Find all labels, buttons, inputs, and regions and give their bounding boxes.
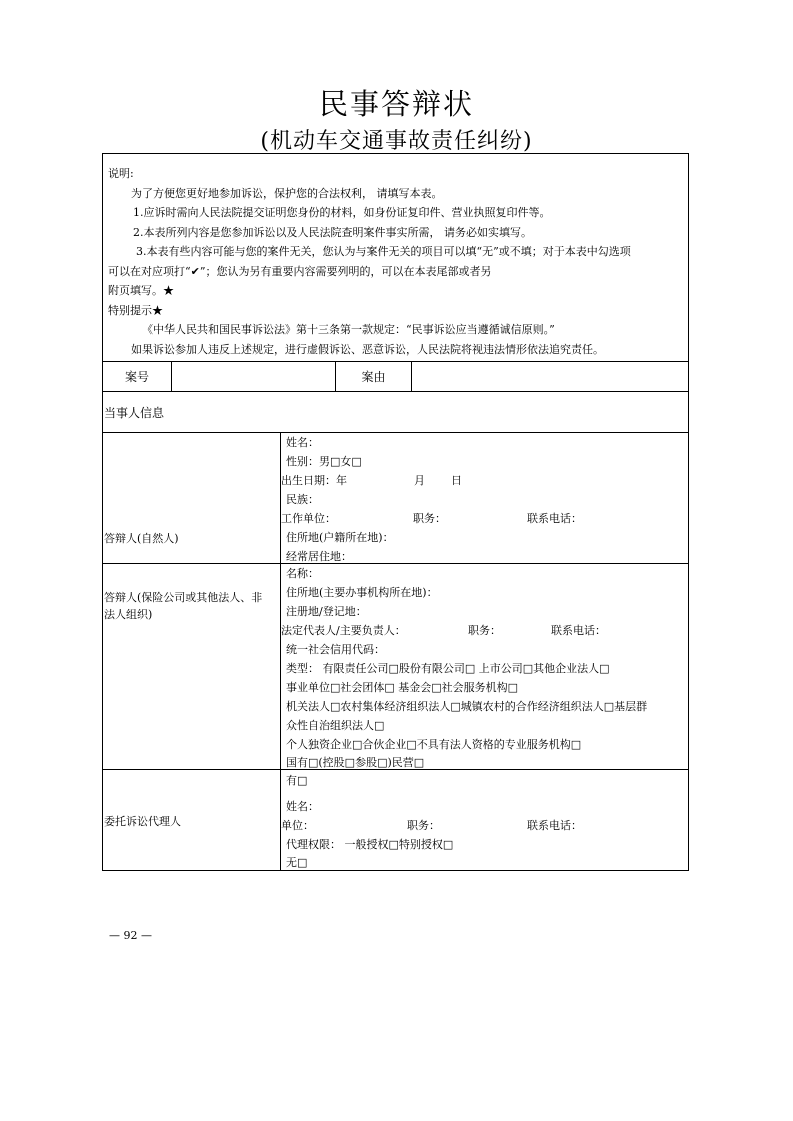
agent-name-field[interactable]: 姓名： — [286, 800, 319, 813]
domicile-field[interactable]: 住所地(户籍所在地)： — [286, 531, 394, 544]
org-phone-field[interactable]: 联系电话： — [551, 624, 606, 637]
natural-person-fields — [281, 433, 688, 563]
notes-line: 可以在对应项打“✔”；您认为另有重要内容需要列明的，可以在本表尾部或者另 — [108, 264, 492, 278]
case-cause-field[interactable] — [412, 362, 688, 391]
document-title: 民事答辩状 — [318, 87, 474, 121]
notes-line: 附页填写。★ — [108, 284, 174, 297]
case-row — [102, 361, 689, 392]
org-type-options[interactable]: 国有□(控股□参股□)民营□ — [286, 756, 425, 769]
position-field[interactable]: 职务： — [413, 512, 446, 525]
org-name-field[interactable]: 名称： — [286, 567, 319, 580]
org-type-options[interactable]: 类型： 有限责任公司□股份有限公司□ 上市公司□其他企业法人□ — [286, 662, 610, 675]
agent-phone-field[interactable]: 联系电话： — [527, 819, 582, 832]
organization-label-cont: 法人组织) — [104, 608, 153, 621]
birth-day-label: 日 — [451, 474, 462, 487]
case-number-label: 案号 — [124, 370, 149, 384]
birth-date-field[interactable]: 出生日期：年 — [281, 474, 347, 487]
org-address-field[interactable]: 住所地(主要办事机构所在地)： — [286, 586, 438, 599]
agent-has-checkbox[interactable]: 有□ — [286, 774, 308, 787]
birth-month-label: 月 — [414, 474, 425, 487]
notes-line: 如果诉讼参加人违反上述规定，进行虚假诉讼、恶意诉讼，人民法院将视违法情形依法追究责任。 — [131, 342, 604, 356]
notes-line: 《中华人民共和国民事诉讼法》第十三条第一款规定：“民事诉讼应当遵循诚信原则。” — [142, 323, 555, 336]
agent-unit-field[interactable]: 单位： — [281, 819, 314, 832]
notes-heading: 说明: — [108, 167, 134, 180]
page-number: — 92 — — [109, 929, 152, 942]
organization-label-cell — [103, 564, 281, 769]
natural-person-section — [102, 432, 689, 564]
natural-person-label-cell — [103, 433, 281, 563]
gender-field[interactable]: 性别：男□女□ — [286, 455, 362, 468]
agent-section — [102, 769, 689, 871]
residence-field[interactable]: 经常居住地： — [286, 550, 352, 563]
organization-label: 答辩人(保险公司或其他法人、非 — [104, 591, 263, 604]
org-type-options[interactable]: 众性自治组织法人□ — [286, 719, 385, 732]
agent-authority-options[interactable]: 代理权限： 一般授权□特别授权□ — [286, 838, 454, 851]
notes-line: 为了方便您更好地参加诉讼，保护您的合法权利， 请填写本表。 — [131, 186, 443, 200]
org-type-options[interactable]: 事业单位□社会团体□ 基金会□社会服务机构□ — [286, 681, 519, 694]
notes-line: 2.本表所列内容是您参加诉讼以及人民法院查明案件事实所需， 请务必如实填写。 — [133, 225, 532, 239]
document-subtitle: (机动车交通事故责任纠纷) — [260, 129, 533, 154]
organization-fields — [281, 564, 688, 769]
agent-label-cell — [103, 770, 281, 870]
legal-rep-field[interactable]: 法定代表人/主要负责人： — [281, 624, 406, 637]
agent-label: 委托诉讼代理人 — [104, 815, 181, 828]
credit-code-field[interactable]: 统一社会信用代码： — [286, 643, 385, 656]
case-number-field[interactable] — [172, 362, 335, 391]
org-position-field[interactable]: 职务： — [468, 624, 501, 637]
agent-fields — [281, 770, 688, 870]
party-info-heading: 当事人信息 — [102, 391, 689, 433]
name-field[interactable]: 姓名： — [286, 436, 319, 449]
natural-person-label: 答辩人(自然人) — [104, 532, 179, 545]
ethnicity-field[interactable]: 民族： — [286, 493, 319, 506]
work-unit-field[interactable]: 工作单位： — [281, 512, 336, 525]
organization-section — [102, 563, 689, 770]
agent-none-checkbox[interactable]: 无□ — [286, 856, 308, 869]
agent-position-field[interactable]: 职务： — [407, 819, 440, 832]
notes-line: 3.本表有些内容可能与您的案件无关，您认为与案件无关的项目可以填“无”或不填；对于本表中勾选项 — [136, 245, 631, 258]
org-type-options[interactable]: 个人独资企业□合伙企业□不具有法人资格的专业服务机构□ — [286, 738, 582, 751]
special-notice-heading: 特别提示★ — [108, 303, 163, 317]
case-cause-label: 案由 — [361, 370, 386, 384]
org-registered-field[interactable]: 注册地/登记地： — [286, 605, 367, 618]
notes-section — [102, 153, 689, 362]
notes-line: 1.应诉时需向人民法院提交证明您身份的材料，如身份证复印件、营业执照复印件等。 — [133, 206, 551, 219]
phone-field[interactable]: 联系电话： — [527, 512, 582, 525]
org-type-options[interactable]: 机关法人□农村集体经济组织法人□城镇农村的合作经济组织法人□基层群 — [286, 700, 648, 713]
